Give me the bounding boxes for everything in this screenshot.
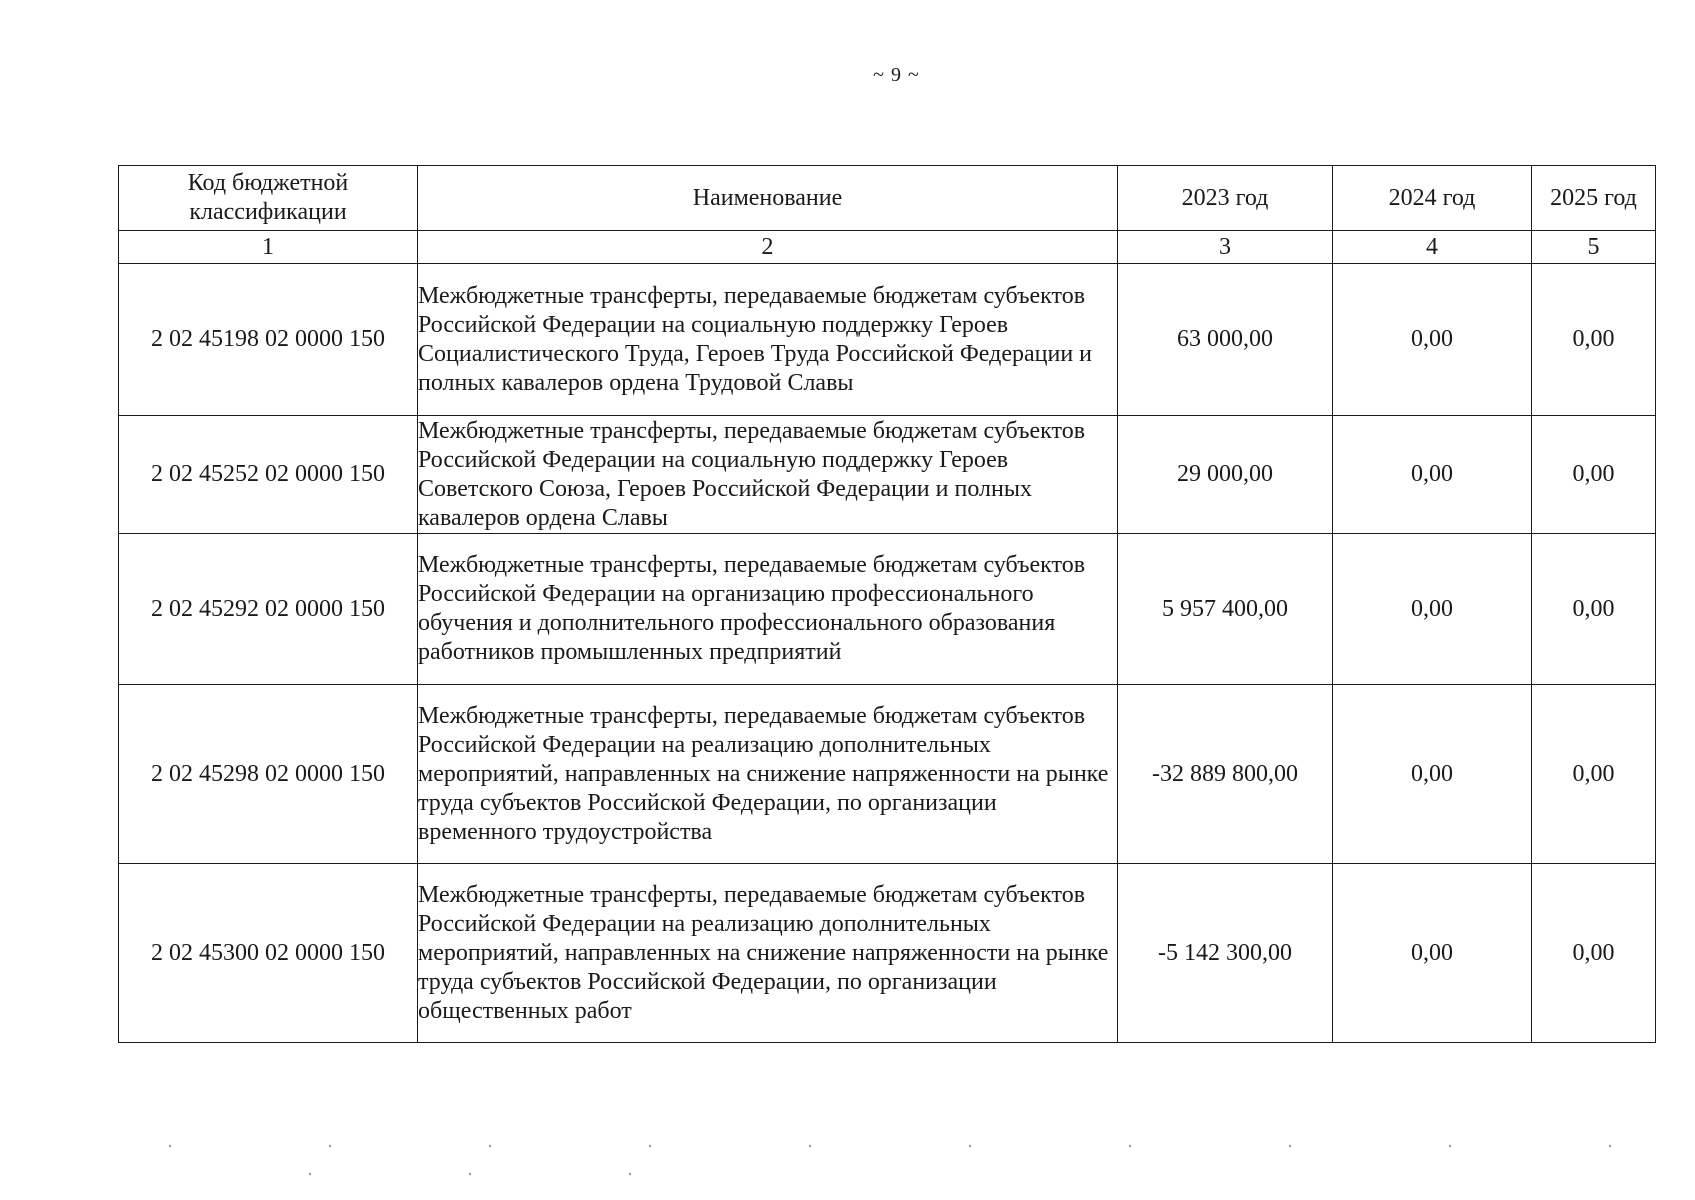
table-row [119, 534, 1656, 685]
amount-2025-cell: 0,00 [1532, 416, 1656, 534]
budget-code-cell: 2 02 45300 02 0000 150 [119, 864, 418, 1043]
amount-2023-cell: 5 957 400,00 [1118, 534, 1333, 685]
amount-2024-cell: 0,00 [1333, 864, 1532, 1043]
amount-2023-cell: -5 142 300,00 [1118, 864, 1333, 1043]
amount-2025-cell: 0,00 [1532, 864, 1656, 1043]
amount-2024-cell: 0,00 [1333, 416, 1532, 534]
budget-code-cell: 2 02 45292 02 0000 150 [119, 534, 418, 685]
table-row [119, 685, 1656, 864]
name-cell: Межбюджетные трансферты, передаваемые бюджетам субъектов Российской Федерации на организацию профессионального обучения и дополнительного профессионального образования работников промышленных предприятий [418, 534, 1118, 685]
column-number: 4 [1333, 231, 1532, 264]
amount-2024-cell: 0,00 [1333, 685, 1532, 864]
budget-table [118, 165, 1656, 1043]
header-name: Наименование [418, 166, 1118, 231]
budget-code-cell: 2 02 45252 02 0000 150 [119, 416, 418, 534]
scan-speckles [160, 1140, 1640, 1180]
column-number: 5 [1532, 231, 1656, 264]
column-number: 3 [1118, 231, 1333, 264]
amount-2023-cell: 63 000,00 [1118, 264, 1333, 416]
name-cell: Межбюджетные трансферты, передаваемые бюджетам субъектов Российской Федерации на социальную поддержку Героев Социалистического Труда, Героев Труда Российской Федерации и полных кавалеров ордена Трудовой Славы [418, 264, 1118, 416]
header-code: Код бюджетной классификации [119, 166, 418, 231]
column-number: 2 [418, 231, 1118, 264]
table-row [119, 264, 1656, 416]
column-number-row [119, 231, 1656, 264]
amount-2025-cell: 0,00 [1532, 264, 1656, 416]
amount-2025-cell: 0,00 [1532, 685, 1656, 864]
name-cell: Межбюджетные трансферты, передаваемые бюджетам субъектов Российской Федерации на социальную поддержку Героев Советского Союза, Героев Российской Федерации и полных кавалеров ордена Славы [418, 416, 1118, 534]
page-number: ~ 9 ~ [873, 64, 920, 86]
column-number: 1 [119, 231, 418, 264]
table-row [119, 416, 1656, 534]
name-cell: Межбюджетные трансферты, передаваемые бюджетам субъектов Российской Федерации на реализацию дополнительных мероприятий, направленных на снижение напряженности на рынке труда субъектов Российской Федерации, по организации временного трудоустройства [418, 685, 1118, 864]
budget-code-cell: 2 02 45298 02 0000 150 [119, 685, 418, 864]
header-2024: 2024 год [1333, 166, 1532, 231]
name-cell: Межбюджетные трансферты, передаваемые бюджетам субъектов Российской Федерации на реализацию дополнительных мероприятий, направленных на снижение напряженности на рынке труда субъектов Российской Федерации, по организации общественных работ [418, 864, 1118, 1043]
header-2025: 2025 год [1532, 166, 1656, 231]
amount-2023-cell: -32 889 800,00 [1118, 685, 1333, 864]
amount-2024-cell: 0,00 [1333, 534, 1532, 685]
budget-code-cell: 2 02 45198 02 0000 150 [119, 264, 418, 416]
table-row [119, 864, 1656, 1043]
header-2023: 2023 год [1118, 166, 1333, 231]
amount-2023-cell: 29 000,00 [1118, 416, 1333, 534]
header-row [119, 166, 1656, 231]
amount-2025-cell: 0,00 [1532, 534, 1656, 685]
amount-2024-cell: 0,00 [1333, 264, 1532, 416]
